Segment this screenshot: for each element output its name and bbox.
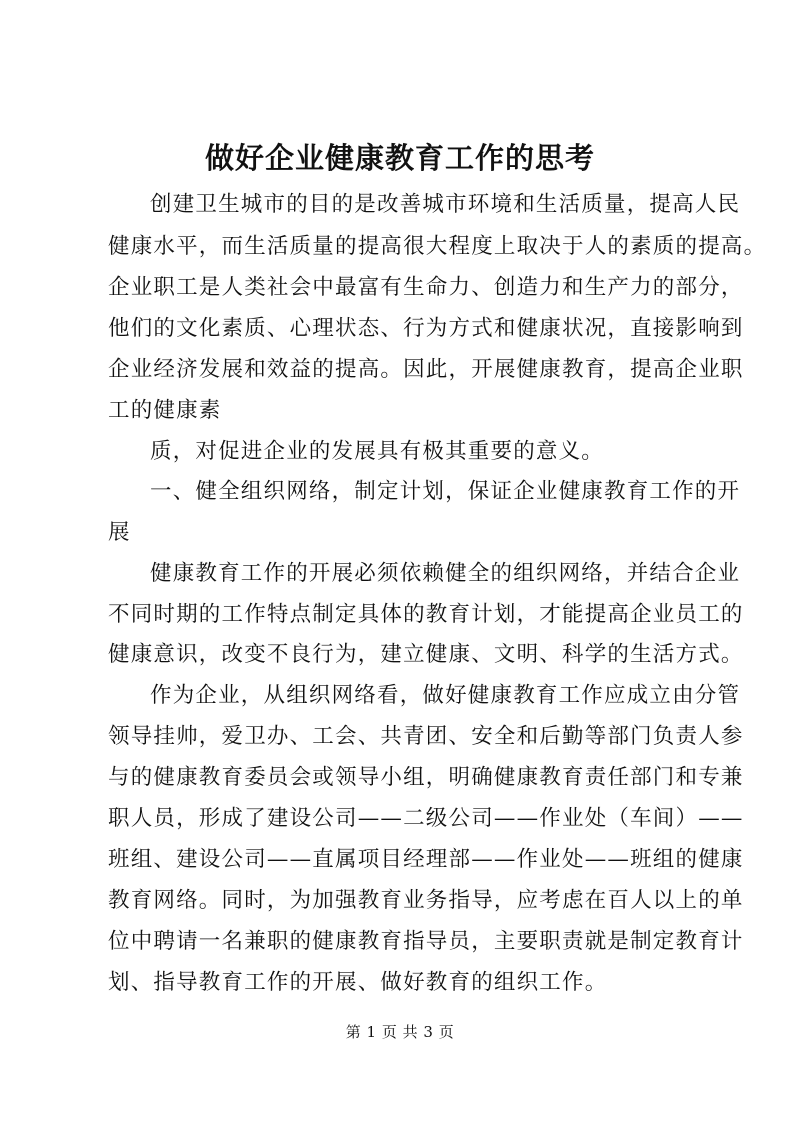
paragraph-line: 企业经济发展和效益的提高。因此，开展健康教育，提高企业职 [108,357,744,382]
paragraph-line: 位中聘请一名兼职的健康教育指导员，主要职责就是制定教育计 [108,929,744,954]
paragraph-line: 工的健康素 [108,398,222,423]
section-heading-line: 一、健全组织网络，制定计划，保证企业健康教育工作的开 [150,479,741,504]
paragraph-line: 健康教育工作的开展必须依赖健全的组织网络，并结合企业 [150,561,741,586]
paragraph-line: 领导挂帅，爱卫办、工会、共青团、安全和后勤等部门负责人参 [108,724,744,749]
paragraph-line: 班组、建设公司——直属项目经理部——作业处——班组的健康 [108,847,744,872]
paragraph-line: 职人员，形成了建设公司——二级公司——作业处（车间）—— [108,806,744,831]
paragraph-line: 教育网络。同时，为加强教育业务指导，应考虑在百人以上的单 [108,888,744,913]
paragraph-line: 不同时期的工作特点制定具体的教育计划，才能提高企业员工的 [108,602,744,627]
paragraph-line: 质，对促进企业的发展具有极其重要的意义。 [150,439,605,464]
document-title: 做好企业健康教育工作的思考 [204,141,595,175]
paragraph-line: 创建卫生城市的目的是改善城市环境和生活质量，提高人民 [150,192,741,217]
page-number-footer: 第 1 页 共 3 页 [345,1023,455,1041]
paragraph-line: 划、指导教育工作的开展、做好教育的组织工作。 [108,970,608,995]
paragraph-line: 健康水平，而生活质量的提高很大程度上取决于人的素质的提高。 [108,234,767,259]
paragraph-line: 企业职工是人类社会中最富有生命力、创造力和生产力的部分， [108,275,744,300]
paragraph-line: 健康意识，改变不良行为，建立健康、文明、科学的生活方式。 [108,642,744,667]
paragraph-line: 他们的文化素质、心理状态、行为方式和健康状况，直接影响到 [108,316,744,341]
section-heading-line: 展 [108,520,131,545]
paragraph-line: 作为企业，从组织网络看，做好健康教育工作应成立由分管 [150,683,741,708]
paragraph-line: 与的健康教育委员会或领导小组，明确健康教育责任部门和专兼 [108,765,744,790]
